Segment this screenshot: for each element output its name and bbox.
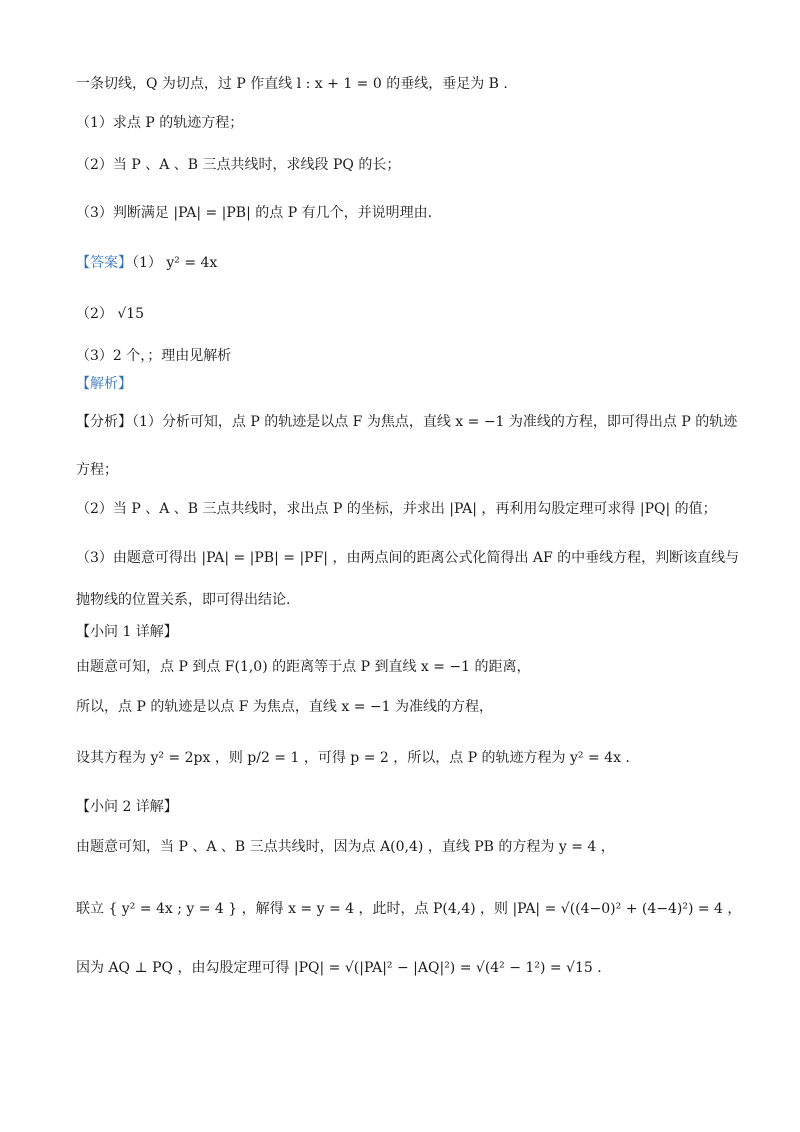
answer-2: （2） √15: [76, 306, 145, 322]
analysis-line-4: （3）由题意可得出 |PA| = |PB| = |PF| ，由两点间的距离公式化简得出 AF 的中垂线方程，判断该直线与: [76, 550, 740, 566]
analysis-line-1: 【分析】（1）分析可知，点 P 的轨迹是以点 F 为焦点，直线 x = −1 为准线的方程，即可得出点 P 的轨迹: [76, 414, 738, 430]
analysis-line-5: 抛物线的位置关系，即可得出结论.: [76, 592, 291, 608]
answer-1: （1） y² = 4x: [132, 255, 218, 271]
solution-1-line-2: 所以，点 P 的轨迹是以点 F 为焦点，直线 x = −1 为准线的方程，: [76, 699, 493, 715]
question-1: （1）求点 P 的轨迹方程；: [76, 115, 244, 131]
answer-3: （3）2 个，；理由见解析: [76, 348, 232, 364]
question-3: （3）判断满足 |PA| = |PB| 的点 P 有几个，并说明理由.: [76, 205, 433, 221]
solution-2-line-1: 由题意可知，当 P 、A 、B 三点共线时，因为点 A(0,4) ，直线 PB 的方程为 y = 4 ，: [76, 839, 615, 855]
analysis-line-2: 方程；: [76, 462, 118, 478]
answer-line-1: [76, 253, 760, 273]
subquestion-2-heading: 【小问 2 详解】: [76, 799, 178, 815]
subquestion-1-heading: 【小问 1 详解】: [76, 624, 178, 640]
problem-line-1: 一条切线，Q 为切点，过 P 作直线 l : x + 1 = 0 的垂线，垂足为 B .: [76, 76, 508, 92]
answer-label: 【答案】: [76, 255, 132, 271]
analysis-line-3: （2）当 P 、A 、B 三点共线时，求出点 P 的坐标，并求出 |PA| ，再利用勾股定理可求得 |PQ| 的值；: [76, 501, 717, 517]
solution-1-line-1: 由题意可知，点 P 到点 F(1,0) 的距离等于点 P 到直线 x = −1 的距离，: [76, 659, 531, 675]
solution-2-line-2: 联立 { y² = 4x ; y = 4 } ，解得 x = y = 4 ，此时，点 P(4,4) ，则 |PA| = √((4−0)² + (4−4)²) = 4 ，: [76, 901, 742, 917]
analysis-label: 【解析】: [76, 376, 132, 392]
solution-2-line-3: 因为 AQ ⊥ PQ ，由勾股定理可得 |PQ| = √(|PA|² − |AQ|²) = √(4² − 1²) = √15 .: [76, 960, 602, 976]
solution-1-line-3: 设其方程为 y² = 2px ，则 p/2 = 1 ，可得 p = 2 ，所以，点 P 的轨迹方程为 y² = 4x .: [76, 750, 630, 766]
question-2: （2）当 P 、A 、B 三点共线时，求线段 PQ 的长；: [76, 157, 401, 173]
